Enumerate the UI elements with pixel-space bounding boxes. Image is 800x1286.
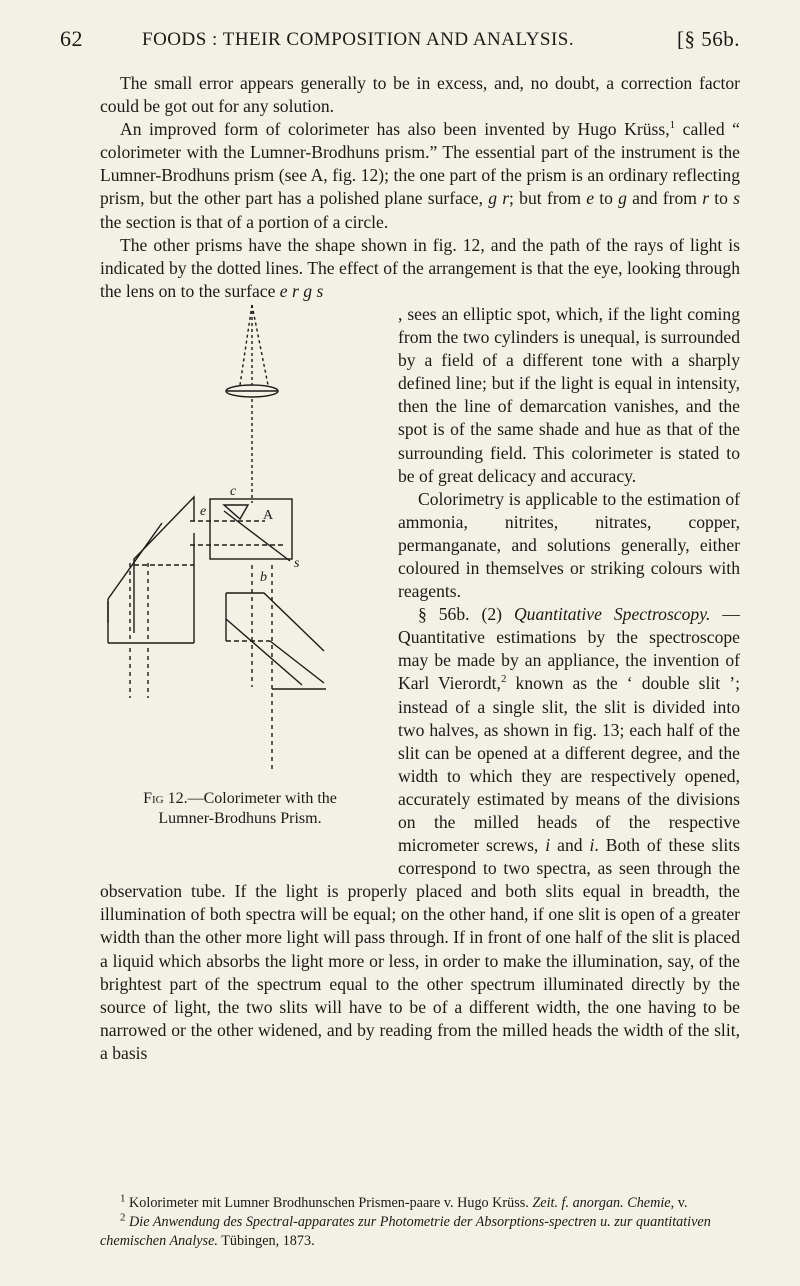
p4-text: Colorimetry is applicable to the estimation of ammonia, nitrites, nitrates, copper, permanganate, and solutions generally, either coloured in themselves or striking colours with reagents. bbox=[398, 488, 740, 602]
footnote-ref-1: 1 bbox=[669, 119, 676, 132]
paragraph-other-prisms bbox=[100, 234, 740, 303]
caption-line-1 bbox=[90, 789, 390, 809]
running-header bbox=[60, 26, 740, 56]
footnote-2-number: 2 bbox=[120, 1211, 126, 1224]
eyepiece-cone-right bbox=[252, 305, 268, 385]
prism-box bbox=[210, 499, 292, 559]
eyepiece-cone-left bbox=[240, 305, 252, 385]
p2-text-c: ; but from bbox=[509, 188, 587, 209]
footnote-1-text: Kolorimeter mit Lumner Brodhunschen Prismen-paare v. Hugo Krüss. bbox=[125, 1195, 533, 1211]
p2-italic-e: e bbox=[586, 188, 595, 209]
figure-12 bbox=[90, 303, 390, 858]
left-prism-slope bbox=[108, 523, 162, 599]
running-title: FOODS : THEIR COMPOSITION AND ANALYSIS. bbox=[142, 29, 575, 50]
prism-a-tip bbox=[224, 505, 248, 519]
label-b: b bbox=[260, 569, 267, 585]
paragraph-kruss-colorimeter bbox=[100, 118, 740, 233]
paragraph-error-correction bbox=[100, 72, 740, 118]
p2-text-a: An improved form of colorimeter has also been invented by Hugo Krüss, bbox=[120, 119, 670, 140]
label-e: e bbox=[200, 503, 207, 519]
p3-text-a: The other prisms have the shape shown in fig. 12, and the path of the rays of light is indicated by the dotted lines. The effect of the arrangement is that the eye, looking through the lens on to the surface bbox=[100, 234, 740, 301]
p2-italic-gr: g r bbox=[488, 188, 510, 209]
footnote-2-place: Tübingen, 1873. bbox=[217, 1233, 315, 1249]
label-A: A bbox=[263, 507, 274, 523]
p5-text-e: . Both of these slits correspond to two spectra, as seen through the observation tube. If the light is properly placed and both slits equal in breadth, the illumination of both spectra will be equal; on the other hand, if one slit is open of a greater width than the other more light will pass through. If in front of one half of the slit is placed a liquid which absorbs the light more or less, in order to make the illumination, say, of the brightest part of the spectrum equal to the other spectrum illuminated directly by the source of light, the two slits will have to be of a different width, the one having to be narrowed or the other widened, and by reading from the milled heads the width of the slit, a basis bbox=[100, 835, 740, 1063]
section-reference: [§ 56b. bbox=[677, 27, 740, 51]
prism-diagonal bbox=[224, 511, 290, 561]
colorimeter-diagram bbox=[90, 303, 390, 783]
p1-text: The small error appears generally to be in excess, and, no doubt, a correction factor could be got out for any solution. bbox=[100, 73, 740, 117]
label-s: s bbox=[294, 555, 300, 571]
p2-text-b: called “ colorimeter with the Lumner-Brodhuns prism.” The essential part of the instrument is the Lumner-Brodhuns prism (see A, fig. 12); the one part of the prism is an ordinary reflecting prism, but the other part has a polished plane surface, bbox=[100, 119, 740, 209]
caption-line-2: Lumner-Brodhuns Prism. bbox=[158, 809, 322, 827]
right-prism-upper bbox=[226, 593, 324, 651]
right-prism-edge bbox=[270, 641, 324, 683]
p2-text-f: and from bbox=[626, 188, 703, 209]
caption-fig-label: Fig bbox=[143, 789, 164, 807]
p2-italic-r: r bbox=[702, 188, 710, 209]
footnote-1-number: 1 bbox=[120, 1192, 126, 1205]
p2-italic-g: g bbox=[618, 188, 627, 209]
footnote-2-title: Die Anwendung des Spectral-apparates zur Photometrie der Absorptions-spectren u. zur quantitativen chemischen Analyse. bbox=[100, 1214, 711, 1249]
footnote-1-volume: , v. bbox=[670, 1195, 688, 1211]
p2-text-i: the section is that of a portion of a circle. bbox=[100, 211, 389, 232]
p5-text-b: — Quantitative estimations by the spectroscope may be made by an appliance, the invention of Karl Vierordt, bbox=[398, 604, 740, 694]
body-text bbox=[100, 72, 740, 1065]
footnote-2 bbox=[100, 1213, 740, 1251]
p5-italic-i1: i bbox=[545, 835, 551, 856]
footnote-ref-2: 2 bbox=[500, 673, 507, 686]
label-c: c bbox=[230, 483, 237, 499]
p2-text-h: to bbox=[709, 188, 734, 209]
p3-text-b: , sees an elliptic spot, which, if the light coming from the two cylinders is unequal, is surrounded by a field of a different tone with a sharply defined line; but if the light is equal in intensity, then the line of demarcation vanishes, and the spot is of the same shade and hue as that of the surrounding field. This colorimeter is stated to be of great delicacy and accuracy. bbox=[398, 303, 740, 486]
p5-section-mark: § 56b. (2) bbox=[418, 604, 514, 625]
footnote-1-journal: Zeit. f. anorgan. Chemie bbox=[532, 1195, 671, 1211]
p5-text-c: known as the ‘ double slit ’; instead of a single slit, the slit is divided into two halves, as shown in fig. 13; each half of the slit can be opened at a different degree, and the width to which they are respectively opened, accurately estimated by means of the divisions on the milled heads of the respective micrometer screws, bbox=[398, 673, 740, 856]
p2-italic-s: s bbox=[733, 188, 741, 209]
p3-italic-ergs: e r g s bbox=[279, 280, 324, 301]
page-number: 62 bbox=[60, 26, 83, 51]
caption-rest: 12.—Colorimeter with the bbox=[163, 789, 337, 807]
right-prism-slope bbox=[226, 619, 302, 685]
p5-italic-i2: i bbox=[589, 835, 595, 856]
p5-text-d: and bbox=[550, 835, 590, 856]
footnotes bbox=[100, 1194, 740, 1251]
figure-caption bbox=[90, 789, 390, 829]
p2-text-d: to bbox=[594, 188, 619, 209]
footnote-1 bbox=[100, 1194, 740, 1213]
p5-heading: Quantitative Spectroscopy. bbox=[513, 604, 711, 625]
